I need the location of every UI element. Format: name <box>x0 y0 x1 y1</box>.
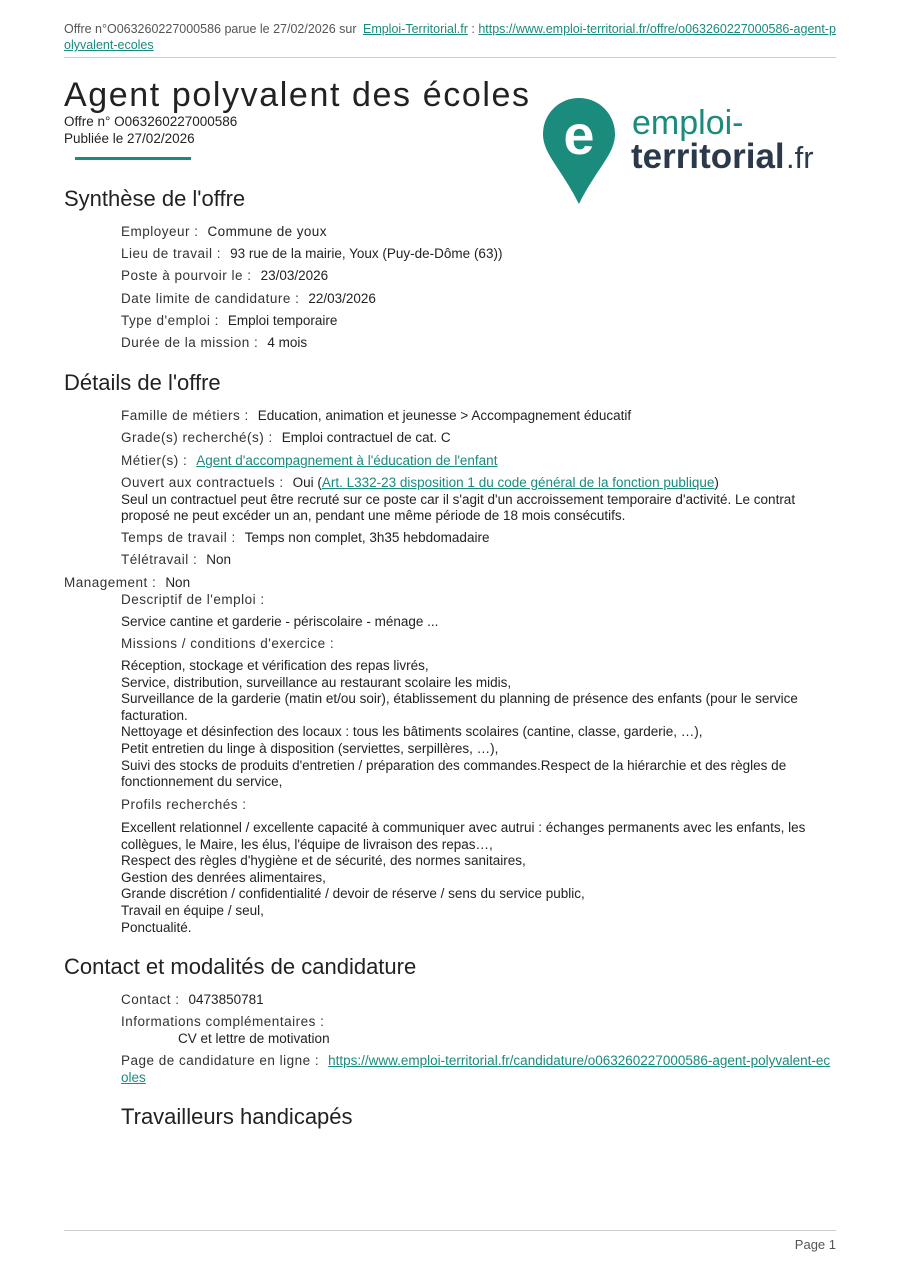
profils-label: Profils recherchés : <box>121 797 247 812</box>
page-title: Agent polyvalent des écoles <box>64 76 531 114</box>
date-limite-label: Date limite de candidature : <box>121 291 300 306</box>
teletravail-value: Non <box>206 552 232 567</box>
temps-label: Temps de travail : <box>121 530 236 545</box>
date-limite-value: 22/03/2026 <box>308 291 376 306</box>
profil-item: Excellent relationnel / excellente capacité à communiquer avec autrui : échanges permanents avec les enfants, les collègues, le Maire, les élus, l'équipe de livraison des repas…, <box>121 820 806 852</box>
grade-value: Emploi contractuel de cat. C <box>281 430 451 445</box>
poste-value: 23/03/2026 <box>260 268 329 283</box>
contact-value: 0473850781 <box>188 992 264 1007</box>
bottom-divider <box>64 1230 836 1231</box>
contractuels-value: Oui ( <box>292 475 322 490</box>
missions-label: Missions / conditions d'exercice : <box>121 636 335 651</box>
offer-url-link[interactable]: https://www.emploi-territorial.fr/offre/o063260227000586-agent-polyvalent-ecoles <box>64 22 836 52</box>
mission-item: Service, distribution, surveillance au restaurant scolaire les midis, <box>121 674 512 690</box>
mission-item: Petit entretien du linge à disposition (serviettes, serpillères, …), <box>121 740 499 756</box>
employeur-label: Employeur : <box>121 224 199 239</box>
famille-row <box>121 408 836 425</box>
offer-prefix: Offre n°O063260227000586 parue le 27/02/2026 sur <box>64 22 357 36</box>
famille-label: Famille de métiers : <box>121 408 249 423</box>
contractuels-row <box>121 475 836 525</box>
contractuels-label: Ouvert aux contractuels : <box>121 475 284 490</box>
date-limite-row <box>121 291 836 308</box>
logo-letter: e <box>563 103 595 166</box>
profil-item: Gestion des denrées alimentaires, <box>121 869 326 885</box>
descriptif-text: Service cantine et garderie - périscolaire - ménage ... <box>121 614 439 629</box>
offer-header-line <box>64 21 836 53</box>
page-number: Page 1 <box>794 1237 836 1252</box>
profils-list <box>121 820 836 936</box>
duree-value: 4 mois <box>267 335 308 350</box>
lieu-row <box>121 246 836 263</box>
management-row <box>64 575 779 592</box>
duree-row <box>121 335 836 352</box>
contractuels-close: ) <box>714 475 719 490</box>
famille-value: Education, animation et jeunesse > Accompagnement éducatif <box>257 408 632 423</box>
descriptif-label: Descriptif de l'emploi : <box>121 592 265 607</box>
duree-label: Durée de la mission : <box>121 335 259 350</box>
type-emploi-label: Type d'emploi : <box>121 313 219 328</box>
infos-row <box>121 1014 836 1047</box>
descriptif-label-row <box>121 592 836 609</box>
emploi-territorial-logo <box>541 96 831 208</box>
management-label: Management : <box>64 575 157 590</box>
type-emploi-value: Emploi temporaire <box>227 313 338 328</box>
management-value: Non <box>165 575 191 590</box>
profils-label-row <box>121 797 836 814</box>
mission-item: Suivi des stocks de produits d'entretien / préparation des commandes.Respect de la hiérarchie et des règles de fonctionnement du service, <box>121 757 787 790</box>
handicap-heading: Travailleurs handicapés <box>121 1104 353 1129</box>
employeur-row <box>121 224 836 241</box>
profil-item: Ponctualité. <box>121 919 192 935</box>
synthese-heading: Synthèse de l'offre <box>64 186 246 211</box>
temps-value: Temps non complet, 3h35 hebdomadaire <box>244 530 490 545</box>
contractuels-note: Seul un contractuel peut être recruté sur ce poste car il s'agit d'un accroissement temporaire d'activité. Le contrat proposé ne peut excéder un an, pendant une même période de 18 mois consécutifs. <box>121 491 796 523</box>
logo-line2: territorial <box>631 137 785 176</box>
details-heading: Détails de l'offre <box>64 370 221 395</box>
contact-label: Contact : <box>121 992 180 1007</box>
logo-suffix: .fr <box>786 140 814 175</box>
offer-number: Offre n° O063260227000586 <box>64 114 238 129</box>
type-emploi-row <box>121 313 836 330</box>
mission-item: Nettoyage et désinfection des locaux : tous les bâtiments scolaires (cantine, classe, garderie, …), <box>121 724 703 740</box>
contact-heading: Contact et modalités de candidature <box>64 954 417 979</box>
metier-label: Métier(s) : <box>121 453 188 468</box>
candidature-label: Page de candidature en ligne : <box>121 1053 320 1068</box>
teletravail-row <box>121 552 836 569</box>
grade-row <box>121 430 836 447</box>
top-divider <box>64 57 836 58</box>
logo-pin-icon <box>541 96 831 208</box>
grade-label: Grade(s) recherché(s) : <box>121 430 273 445</box>
missions-list <box>121 658 836 791</box>
logo-line1: emploi- <box>632 104 744 142</box>
infos-label: Informations complémentaires : <box>121 1014 325 1029</box>
poste-label: Poste à pourvoir le : <box>121 268 252 283</box>
lieu-label: Lieu de travail : <box>121 246 222 261</box>
profil-item: Travail en équipe / seul, <box>121 902 264 918</box>
candidature-link[interactable]: https://www.emploi-territorial.fr/candidature/o063260227000586-agent-polyvalent-ecoles <box>121 1053 831 1085</box>
site-link[interactable]: Emploi-Territorial.fr <box>362 22 468 36</box>
profil-item: Grande discrétion / confidentialité / devoir de réserve / sens du service public, <box>121 886 585 902</box>
title-accent-bar <box>75 157 191 160</box>
mission-item: Surveillance de la garderie (matin et/ou soir), établissement du planning de présence des enfants (pour le service facturation. <box>121 691 798 723</box>
poste-row <box>121 268 836 285</box>
published-date: Publiée le 27/02/2026 <box>64 131 195 146</box>
teletravail-label: Télétravail : <box>121 552 198 567</box>
lieu-value: 93 rue de la mairie, Youx (Puy-de-Dôme (63)) <box>230 246 503 261</box>
temps-row <box>121 530 836 547</box>
header-separator: : <box>471 22 475 36</box>
mission-item: Réception, stockage et vérification des repas livrés, <box>121 658 429 673</box>
missions-label-row <box>121 636 836 653</box>
profil-item: Respect des règles d'hygiène et de sécurité, des normes sanitaires, <box>121 853 526 869</box>
infos-value: CV et lettre de motivation <box>178 1030 330 1046</box>
metier-row <box>121 453 836 470</box>
contact-row <box>121 992 836 1009</box>
metier-link[interactable]: Agent d'accompagnement à l'éducation de l'enfant <box>196 453 498 468</box>
article-link[interactable]: Art. L332-23 disposition 1 du code général de la fonction publique <box>321 475 715 490</box>
employeur-value: Commune de youx <box>207 224 327 239</box>
candidature-row <box>121 1053 836 1086</box>
